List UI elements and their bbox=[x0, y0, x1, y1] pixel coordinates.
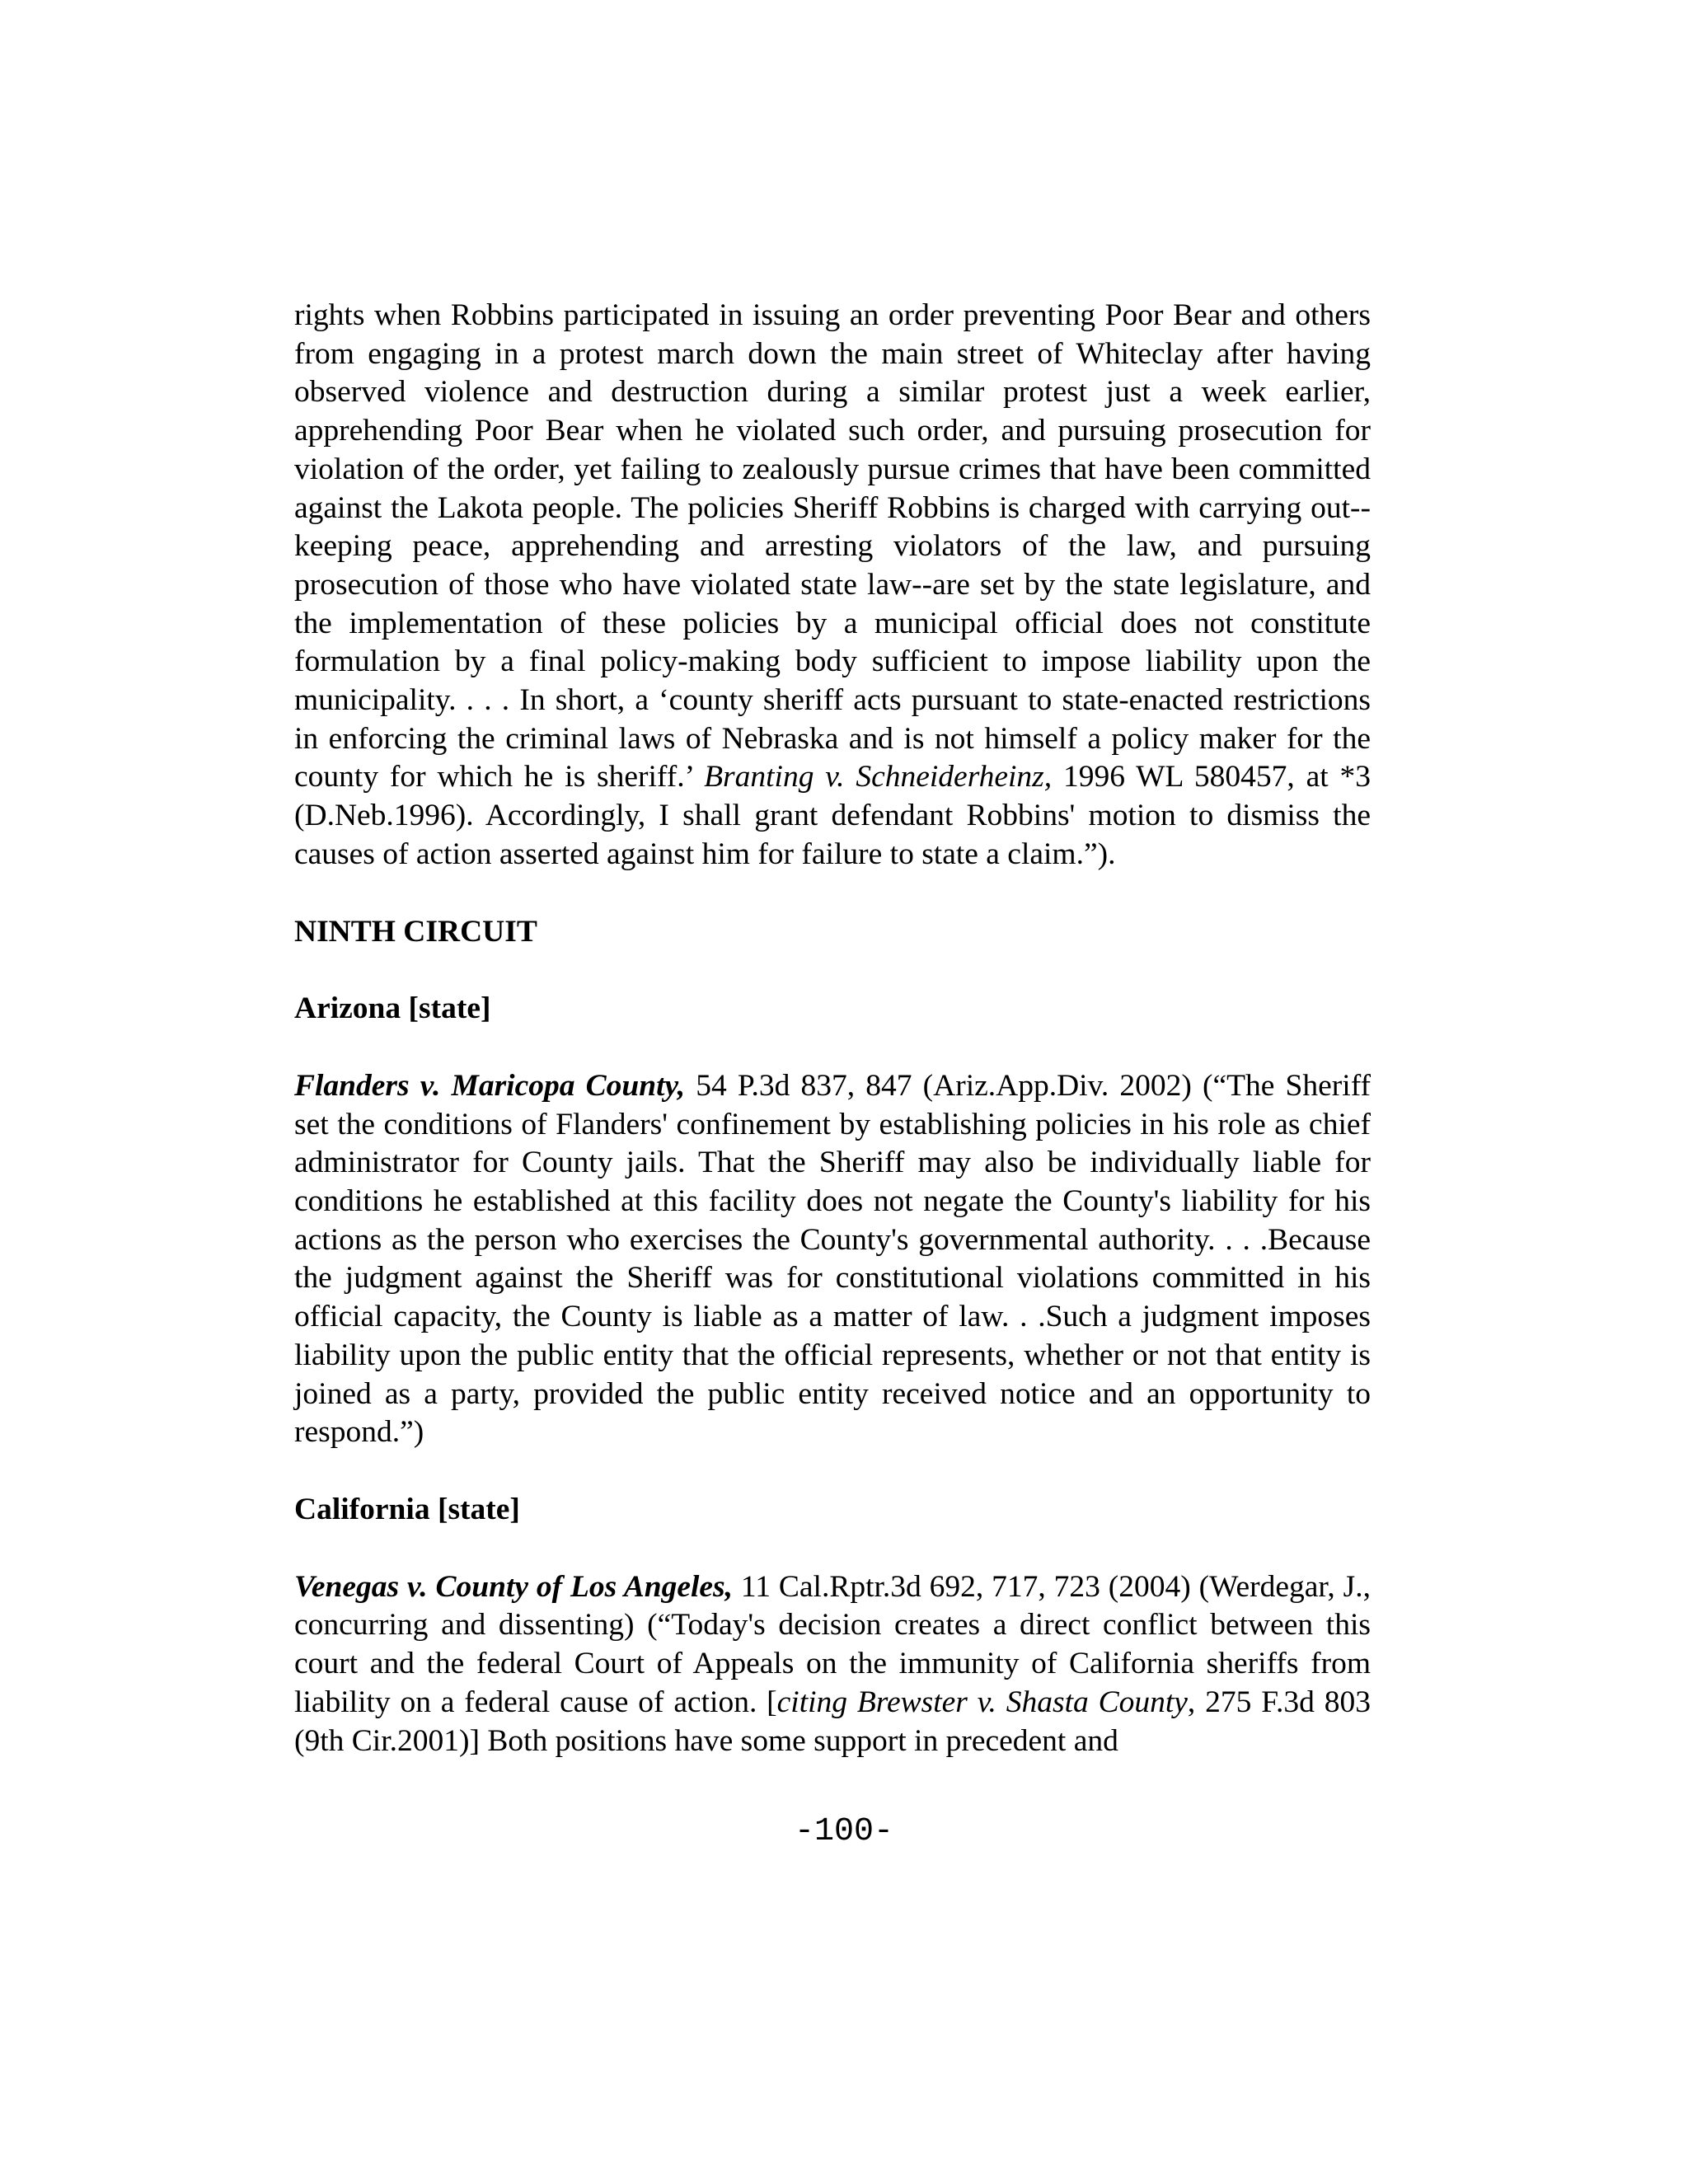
spacer bbox=[294, 1530, 1371, 1568]
spacer bbox=[294, 874, 1371, 913]
spacer bbox=[294, 951, 1371, 990]
venegas-case-name: Venegas v. County of Los Angeles, bbox=[294, 1569, 734, 1604]
intro-tail: 1996 WL 580457, at *3 (D.Neb.1996). Accordingly, I shall grant defendant Robbins' motion to dismiss the causes of action asserted against him for failure to state a claim.”). bbox=[294, 760, 1371, 871]
arizona-heading: Arizona [state] bbox=[294, 991, 491, 1026]
page-number: -100- bbox=[794, 1813, 894, 1850]
intro-paragraph bbox=[294, 297, 1371, 874]
brewster-citation: citing Brewster v. Shasta County bbox=[776, 1685, 1188, 1719]
arizona-paragraph bbox=[294, 1067, 1371, 1452]
spacer bbox=[294, 1452, 1371, 1491]
document-body bbox=[294, 297, 1371, 1760]
intro-text: rights when Robbins participated in issuing an order preventing Poor Bear and others from engaging in a protest march down the main street of Whiteclay after having observed violence and destruction during a similar protest just a week earlier, apprehending Poor Bear when he violated such order, and pursuing prosecution for violation of the order, yet failing to zealously pursue crimes that have been committed against the Lakota people. The policies Sheriff Robbins is charged with carrying out--keeping peace, apprehending and arresting violators of the law, and pursuing prosecution of those who have violated state law--are set by the state legislature, and the implementation of these policies by a municipal official does not constitute formulation by a final policy-making body sufficient to impose liability upon the municipality. . . . In short, a ‘county sheriff acts pursuant to state-enacted restrictions in enforcing the criminal laws of Nebraska and is not himself a policy maker for the county for which he is sheriff.’ bbox=[294, 298, 1371, 794]
california-heading: California [state] bbox=[294, 1492, 520, 1526]
circuit-heading: NINTH CIRCUIT bbox=[294, 914, 537, 949]
flanders-case-name: Flanders v. Maricopa County, bbox=[294, 1068, 686, 1103]
california-paragraph bbox=[294, 1568, 1371, 1761]
flanders-text: 54 P.3d 837, 847 (Ariz.App.Div. 2002) (“The Sheriff set the conditions of Flanders' confinement by establishing policies in his role as chief administrator for County jails. That the Sheriff may also be individually liable for conditions he established at this facility does not negate the County's liability for his actions as the person who exercises the County's governmental authority. . . .Because the judgment against the Sheriff was for constitutional violations committed in his official capacity, the County is liable as a matter of law. . .Such a judgment imposes liability upon the public entity that the official represents, whether or not that entity is joined as a party, provided the public entity received notice and an opportunity to respond.”) bbox=[294, 1068, 1372, 1450]
spacer bbox=[294, 1029, 1371, 1067]
branting-citation: Branting v. Schneiderheinz, bbox=[704, 760, 1053, 794]
venegas-text-before: 11 Cal.Rptr.3d 692, 717, 723 (2004) (Werdegar, J., concurring and dissenting) (“Today's decision creates a direct conflict between this court and the federal Court of Appeals on the immunity of California sheriffs from liability on a federal cause of action. [ bbox=[294, 1569, 1372, 1719]
venegas-text-after: , 275 F.3d 803 (9th Cir.2001)] Both positions have some support in precedent and bbox=[294, 1685, 1371, 1758]
